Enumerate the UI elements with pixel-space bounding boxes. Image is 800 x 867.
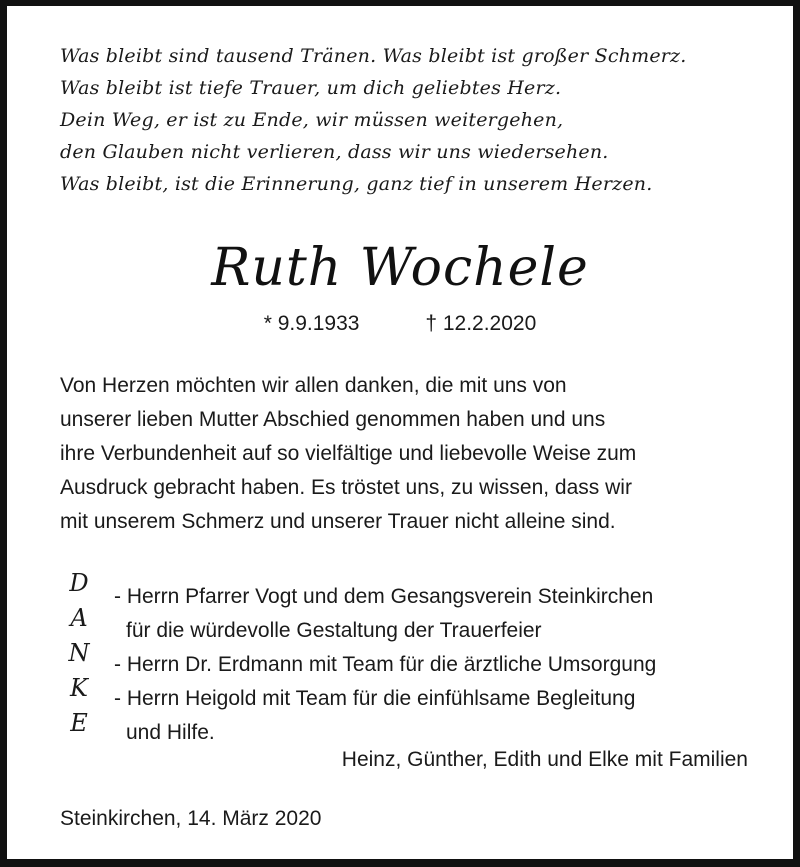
danke-list: [114, 580, 774, 750]
thanks-line: unserer lieben Mutter Abschied genommen haben und uns: [60, 408, 606, 431]
death-date: † 12.2.2020: [425, 312, 537, 335]
thanks-line: ihre Verbundenheit auf so vielfältige und liebevolle Weise zum: [60, 442, 637, 465]
poem-line: Dein Weg, er ist zu Ende, wir müssen weitergehen,: [60, 109, 564, 131]
thanks-line: Von Herzen möchten wir allen danken, die mit uns von: [60, 374, 567, 397]
deceased-name: Ruth Wochele: [211, 238, 589, 298]
acrostic-letter: N: [68, 639, 90, 667]
place-date: Steinkirchen, 14. März 2020: [60, 807, 322, 830]
thanks-line: mit unserem Schmerz und unserer Trauer nicht alleine sind.: [60, 510, 616, 533]
poem-line: Was bleibt, ist die Erinnerung, ganz tief in unserem Herzen.: [60, 173, 653, 195]
danke-item: - Herrn Pfarrer Vogt und dem Gesangsverein Steinkirchen: [114, 585, 654, 608]
thanks-paragraph: [60, 369, 760, 539]
thanks-line: Ausdruck gebracht haben. Es tröstet uns, zu wissen, dass wir: [60, 476, 632, 499]
family-signature: Heinz, Günther, Edith und Elke mit Familien: [341, 748, 748, 771]
danke-acrostic: [62, 566, 96, 741]
danke-item: - Herrn Heigold mit Team für die einfühlsame Begleitung: [114, 687, 636, 710]
acrostic-letter: D: [69, 569, 89, 597]
poem-line: Was bleibt sind tausend Tränen. Was bleibt ist großer Schmerz.: [60, 45, 687, 67]
poem-line: den Glauben nicht verlieren, dass wir uns wiedersehen.: [60, 141, 609, 163]
birth-date: * 9.9.1933: [263, 312, 360, 335]
memorial-poem: [60, 40, 780, 200]
poem-line: Was bleibt ist tiefe Trauer, um dich geliebtes Herz.: [60, 77, 562, 99]
danke-item-continuation: und Hilfe.: [126, 721, 215, 744]
acrostic-letter: K: [70, 674, 88, 702]
acrostic-letter: E: [70, 709, 88, 737]
life-dates: [0, 311, 800, 337]
danke-item-continuation: für die würdevolle Gestaltung der Trauerfeier: [126, 619, 542, 642]
acrostic-letter: A: [70, 604, 88, 632]
danke-item: - Herrn Dr. Erdmann mit Team für die ärztliche Umsorgung: [114, 653, 657, 676]
